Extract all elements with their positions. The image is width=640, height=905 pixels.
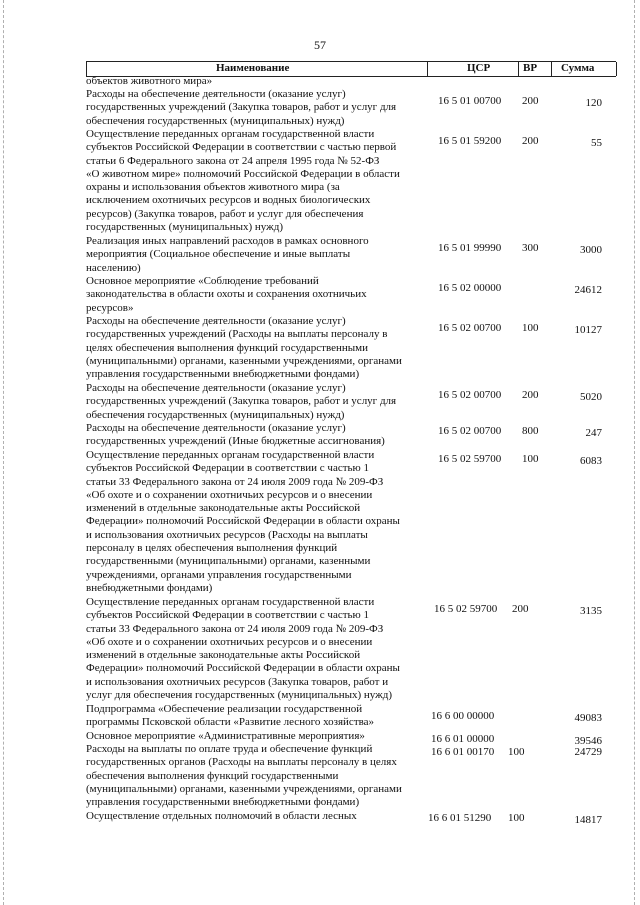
column-header-name: Наименование	[216, 62, 290, 74]
row-name: Расходы на обеспечение деятельности (оказание услуг) государственных учреждений (Иные бюджетные ассигнования)	[86, 422, 385, 448]
table-row	[86, 703, 616, 730]
row-csr: 16 6 01 00000	[431, 733, 495, 745]
row-name: Расходы на обеспечение деятельности (оказание услуг) государственных учреждений (Закупка товаров, работ и услуг для обеспечения государственных (муниципальных) нужд)	[86, 382, 397, 421]
row-sum: 49083	[574, 712, 602, 724]
budget-table-body	[86, 75, 616, 830]
table-row	[86, 382, 616, 422]
row-csr: 16 5 01 59200	[438, 135, 502, 147]
table-row	[86, 449, 616, 596]
header-divider	[616, 62, 617, 76]
table-row	[86, 88, 616, 128]
row-csr: 16 5 02 00000	[438, 282, 502, 294]
row-name: Расходы на обеспечение деятельности (оказание услуг) государственных учреждений (Расходы на выплаты персоналу в целях обеспечения выполнения функций государственными (муниципальными) органами, казенными учреждениями, органами управления государственными внебюджетными фондами)	[86, 315, 402, 381]
header-divider	[551, 62, 552, 76]
scan-edge-right	[634, 0, 635, 905]
row-csr: 16 5 02 00700	[438, 389, 502, 401]
row-name: Основное мероприятие «Соблюдение требований законодательства в области охоты и сохранения охотничьих ресурсов»	[86, 275, 367, 314]
table-row	[86, 596, 616, 703]
row-csr: 16 6 00 00000	[431, 710, 495, 722]
row-name: Основное мероприятие «Административные мероприятия»	[86, 730, 365, 742]
row-name: Осуществление переданных органам государственной власти субъектов Российской Федерации в соответствии с частью 1 статьи 33 Федерального закона от 24 июля 2009 года № 209-ФЗ «Об охоте и о сохранении охотничьих ресурсов и о внесении изменений в отдельные законодательные акты Российской Федерации» полномочий Российской Федерации в области охраны и использования охотничьих ресурсов (Закупка товаров, работ и услуг для обеспечения государственных (муниципальных) нужд)	[86, 596, 400, 702]
row-sum: 55	[591, 137, 602, 149]
header-divider	[427, 62, 428, 76]
row-sum: 247	[585, 427, 602, 439]
row-sum: 14817	[574, 814, 602, 826]
row-vr: 200	[522, 135, 539, 147]
row-vr: 200	[522, 389, 539, 401]
header-divider	[518, 62, 519, 76]
row-sum: 24612	[574, 284, 602, 296]
row-csr: 16 5 01 99990	[438, 242, 502, 254]
row-name: Расходы на выплаты по оплате труда и обеспечение функций государственных органов (Расходы на выплаты персоналу в целях обеспечения выполнения функций государственными (муниципальными) органами, казенными учреждениями, органами управления государственными внебюджетными фондами)	[86, 743, 402, 809]
table-row	[86, 422, 616, 449]
column-header-sum: Сумма	[561, 62, 595, 74]
row-csr: 16 5 01 00700	[438, 95, 502, 107]
row-name: Расходы на обеспечение деятельности (оказание услуг) государственных учреждений (Закупка товаров, работ и услуг для обеспечения государственных (муниципальных) нужд)	[86, 88, 397, 127]
row-csr: 16 5 02 59700	[438, 453, 502, 465]
row-sum: 6083	[580, 455, 602, 467]
scan-edge-left	[3, 0, 4, 905]
table-row	[86, 128, 616, 235]
column-header-csr: ЦСР	[467, 62, 491, 74]
table-header	[86, 62, 616, 76]
table-row	[86, 75, 616, 88]
row-name: Осуществление отдельных полномочий в области лесных	[86, 810, 357, 822]
row-name: Осуществление переданных органам государственной власти субъектов Российской Федерации в соответствии с частью первой статьи 6 Федерального закона от 24 апреля 1995 года № 52-ФЗ «О животном мире» полномочий Российской Федерации в области охраны и использования объектов животного мира (за исключением охотничьих ресурсов и водных биологических ресурсов) (Закупка товаров, работ и услуг для обеспечения государственных (муниципальных) нужд)	[86, 128, 400, 234]
row-vr: 300	[522, 242, 539, 254]
row-name: Реализация иных направлений расходов в рамках основного мероприятия (Социальное обеспечение и иные выплаты населению)	[86, 235, 369, 274]
row-sum: 39546	[574, 735, 602, 747]
row-csr: 16 5 02 00700	[438, 425, 502, 437]
row-vr: 100	[508, 746, 525, 758]
row-csr: 16 5 02 00700	[438, 322, 502, 334]
row-csr: 16 5 02 59700	[434, 603, 498, 615]
table-row	[86, 743, 616, 810]
row-sum: 5020	[580, 391, 602, 403]
row-sum: 3000	[580, 244, 602, 256]
row-sum: 120	[585, 97, 602, 109]
table-row	[86, 730, 616, 747]
row-vr: 100	[522, 453, 539, 465]
table-row	[86, 235, 616, 275]
row-sum: 10127	[574, 324, 602, 336]
row-vr: 100	[508, 812, 525, 824]
header-divider	[86, 62, 87, 76]
table-row	[86, 810, 616, 830]
row-name: Подпрограмма «Обеспечение реализации государственной программы Псковской области «Развитие лесного хозяйства»	[86, 703, 375, 729]
row-vr: 200	[512, 603, 529, 615]
row-csr: 16 6 01 51290	[428, 812, 492, 824]
row-vr: 100	[522, 322, 539, 334]
table-row	[86, 315, 616, 382]
row-sum: 24729	[574, 746, 602, 758]
row-vr: 800	[522, 425, 539, 437]
column-header-vr: ВР	[523, 62, 538, 74]
table-row	[86, 275, 616, 315]
row-csr: 16 6 01 00170	[431, 746, 495, 758]
row-name: объектов животного мира»	[86, 75, 213, 87]
row-sum: 3135	[580, 605, 602, 617]
row-vr: 200	[522, 95, 539, 107]
row-name: Осуществление переданных органам государственной власти субъектов Российской Федерации в соответствии с частью 1 статьи 33 Федерального закона от 24 июля 2009 года № 209-ФЗ «Об охоте и о сохранении охотничьих ресурсов и о внесении изменений в отдельные законодательные акты Российской Федерации» полномочий Российской Федерации в области охраны и использования охотничьих ресурсов (Расходы на выплаты персоналу в целях обеспечения выполнения функций государственными (муниципальными) органами, казенными учреждениями, органами управления государственными внебюджетными фондами)	[86, 449, 400, 594]
page-number: 57	[314, 38, 326, 52]
